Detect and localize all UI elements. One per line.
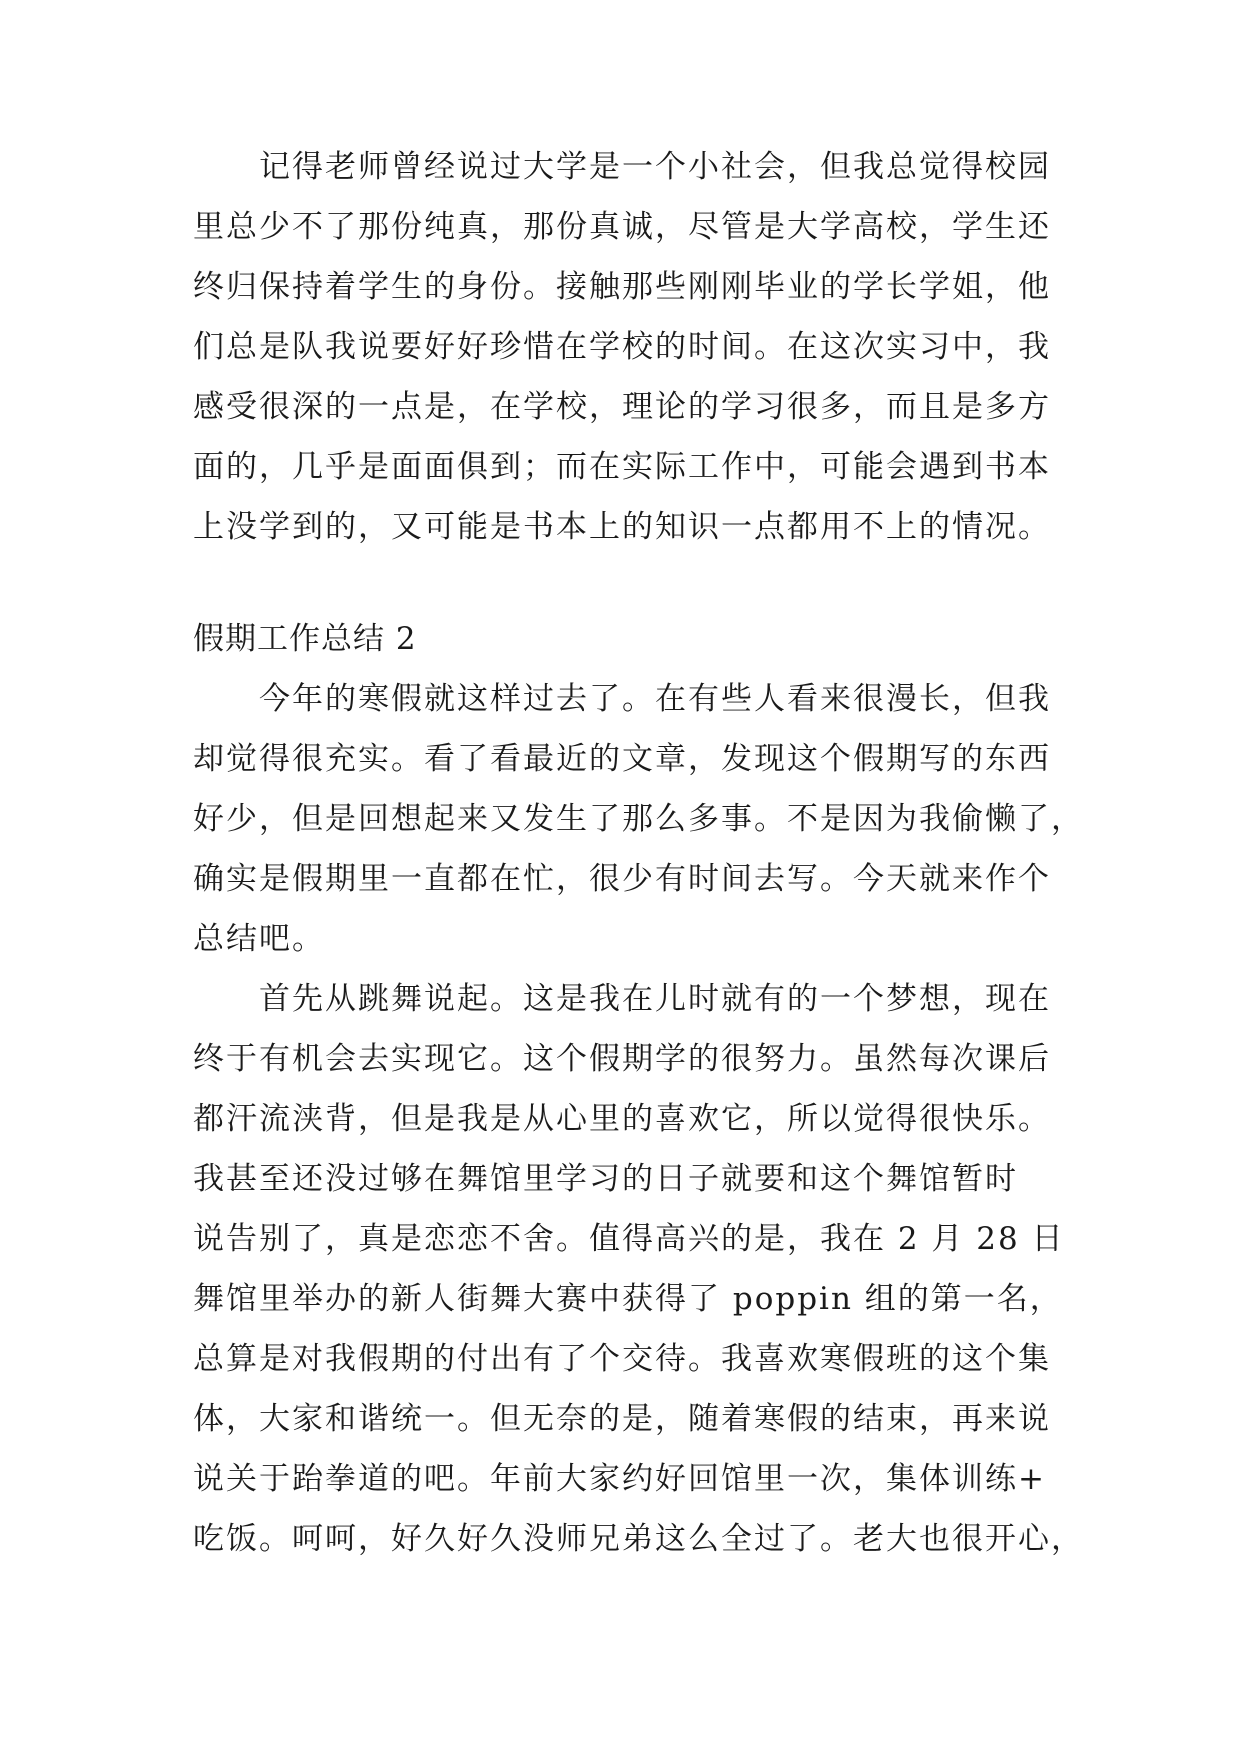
section-2 — [193, 609, 1084, 1569]
text-line: 体，大家和谐统一。但无奈的是，随着寒假的结束，再来说 — [193, 1401, 1051, 1437]
section-1-paragraph — [193, 137, 1073, 557]
text-line: 感受很深的一点是，在学校，理论的学习很多，而且是多方 — [193, 389, 1051, 425]
text-line: 都汗流浃背，但是我是从心里的喜欢它，所以觉得很快乐。 — [193, 1101, 1051, 1137]
text-line: 说告别了，真是恋恋不舍。值得高兴的是，我在 2 月 28 日 — [193, 1221, 1065, 1257]
text-line: 里总少不了那份纯真，那份真诚，尽管是大学高校，学生还 — [193, 209, 1051, 245]
section-2-paragraph-1 — [193, 669, 1084, 969]
text-line: 总算是对我假期的付出有了个交待。我喜欢寒假班的这个集 — [193, 1341, 1051, 1377]
text-line: 们总是队我说要好好珍惜在学校的时间。在这次实习中，我 — [193, 329, 1051, 365]
section-2-paragraph-2 — [193, 969, 1084, 1569]
text-line: 记得老师曾经说过大学是一个小社会，但我总觉得校园 — [259, 149, 1051, 185]
text-line: 舞馆里举办的新人街舞大赛中获得了 poppin 组的第一名， — [193, 1281, 1063, 1317]
text-line: 今年的寒假就这样过去了。在有些人看来很漫长，但我 — [259, 681, 1051, 717]
text-line: 吃饭。呵呵，好久好久没师兄弟这么全过了。老大也很开心， — [193, 1521, 1084, 1557]
text-line: 确实是假期里一直都在忙，很少有时间去写。今天就来作个 — [193, 861, 1051, 897]
text-line: 终归保持着学生的身份。接触那些刚刚毕业的学长学姐，他 — [193, 269, 1051, 305]
text-line: 说关于跆拳道的吧。年前大家约好回馆里一次，集体训练+ — [193, 1461, 1046, 1497]
text-line: 终于有机会去实现它。这个假期学的很努力。虽然每次课后 — [193, 1041, 1051, 1077]
text-line: 总结吧。 — [193, 921, 325, 957]
text-line: 却觉得很充实。看了看最近的文章，发现这个假期写的东西 — [193, 741, 1051, 777]
text-line: 首先从跳舞说起。这是我在儿时就有的一个梦想，现在 — [259, 981, 1051, 1017]
text-line: 上没学到的，又可能是书本上的知识一点都用不上的情况。 — [193, 509, 1051, 545]
text-line: 我甚至还没过够在舞馆里学习的日子就要和这个舞馆暂时 — [193, 1161, 1018, 1197]
text-line: 面的，几乎是面面俱到；而在实际工作中，可能会遇到书本 — [193, 449, 1051, 485]
text-line: 好少，但是回想起来又发生了那么多事。不是因为我偷懒了， — [193, 801, 1084, 837]
section-heading: 假期工作总结 2 — [193, 621, 417, 657]
